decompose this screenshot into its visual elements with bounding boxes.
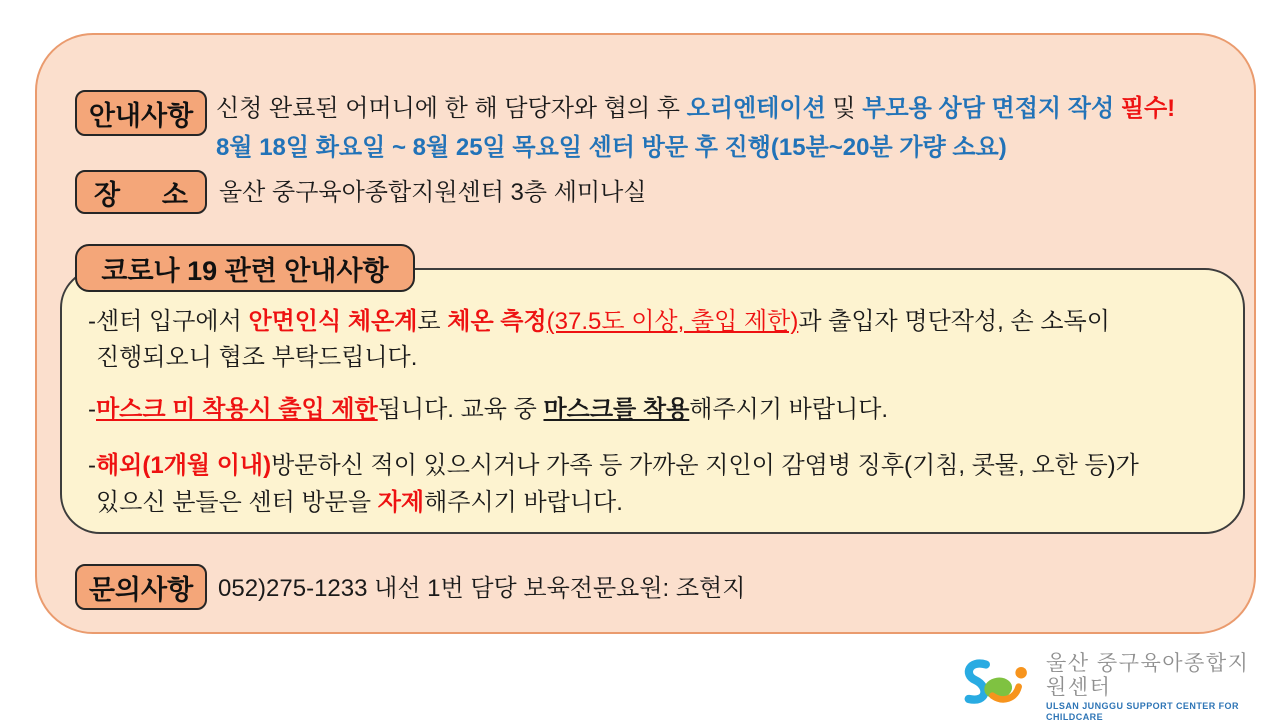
covid-header-badge	[75, 244, 415, 292]
location-label-char-2: 소	[161, 179, 188, 210]
org-logo	[958, 651, 1254, 720]
location-text: 울산 중구육아종합지원센터 3층 세미나실	[219, 179, 647, 206]
inquiry-text: 052)275-1233 내선 1번 담당 보육전문요원: 조현지	[218, 575, 746, 602]
notice-label-badge	[75, 90, 207, 136]
notice-label-text: 안내사항	[88, 100, 194, 131]
org-logo-icon	[958, 656, 1040, 719]
org-logo-wordmark	[1046, 652, 1254, 720]
org-name-english: ULSAN JUNGGU SUPPORT CENTER FOR CHILDCARE	[1046, 700, 1239, 720]
location-label-char-1: 장	[94, 179, 121, 210]
covid-bullet3-line1: -해외(1개월 이내)방문하신 적이 있으시거나 가족 등 가까운 지인이 감염병 징후(기침, 콧물, 오한 등)가	[88, 452, 1139, 479]
covid-bullet1-line2: 진행되오니 협조 부탁드립니다.	[96, 344, 418, 371]
covid-bullet3-line2: 있으신 분들은 센터 방문을 자제해주시기 바랍니다.	[96, 489, 623, 516]
notice-text-line1: 신청 완료된 어머니에 한 해 담당자와 협의 후 오리엔테이션 및 부모용 상담 면접지 작성 필수!	[216, 95, 1176, 122]
covid-bullet1-line1: -센터 입구에서 안면인식 체온계로 체온 측정(37.5도 이상, 출입 제한)과 출입자 명단작성, 손 소독이	[88, 308, 1110, 335]
location-label-badge	[75, 170, 207, 214]
inquiry-label-badge	[75, 564, 207, 610]
inquiry-label-text: 문의사항	[88, 574, 194, 605]
org-name-korean: 울산 중구육아종합지원센터	[1046, 651, 1250, 699]
notice-text-line2: 8월 18일 화요일 ~ 8월 25일 목요일 센터 방문 후 진행(15분~20분 가량 소요)	[216, 134, 1007, 161]
covid-bullet2: -마스크 미 착용시 출입 제한됩니다. 교육 중 마스크를 착용해주시기 바랍니다.	[88, 396, 889, 423]
covid-header-text: 코로나 19 관련 안내사항	[101, 255, 389, 286]
